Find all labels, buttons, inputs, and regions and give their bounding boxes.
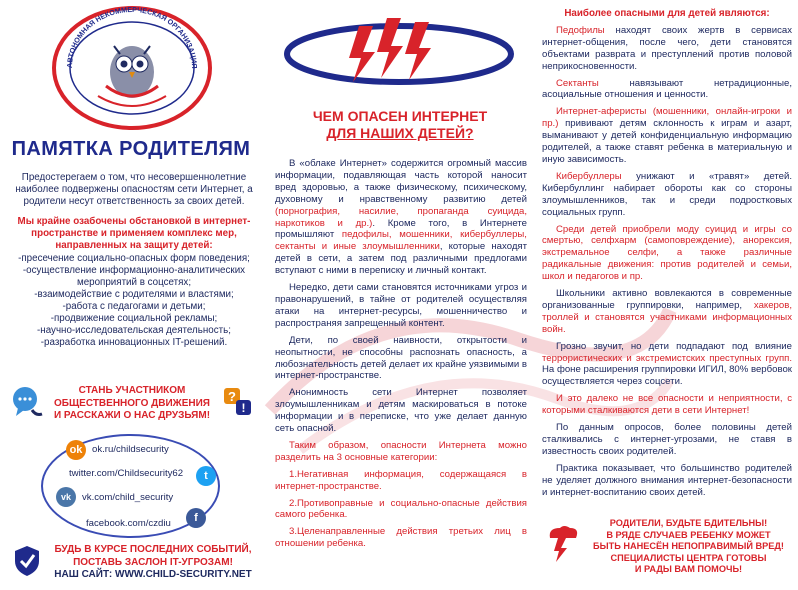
logo-arc-text: АВТОНОМНАЯ НЕКОММЕРЧЕСКАЯ ОРГАНИЗАЦИЯ: [64, 6, 200, 69]
paragraph-cyberbullies: [542, 171, 792, 219]
social-link-ok[interactable]: ok.ru/childsecurity: [92, 444, 169, 455]
p1-text: В «облаке Интернет» содержится огромный массив информации, подавляющая часть которой наносит вред здоровью, а также физическому, психическому, духовному и нравственному развитию детей: [275, 158, 527, 205]
dangers-list: [542, 8, 792, 504]
list-item: -осуществление информационно-аналитических мероприятий в соцсетях;: [22, 265, 246, 289]
logo: [36, 6, 228, 130]
concern-text: Мы крайне озабочены обстановкой в интернет-пространстве и применяем комплекс мер, направленных на защиту детей:: [17, 215, 251, 251]
warning-line-4: СПЕЦИАЛИСТЫ ЦЕНТРА ГОТОВЫ: [610, 552, 767, 563]
footer-line-1: БУДЬ В КУРСЕ ПОСЛЕДНИХ СОБЫТИЙ,: [54, 544, 252, 555]
danger-term: Интернет-аферисты (мошенники, онлайн-игроки и пр.): [542, 106, 792, 130]
right-column: [538, 0, 795, 590]
footer-slogan: [46, 544, 260, 582]
danger-desc: прививают детям склонность к играм и азарт, выманивают у детей конфиденциальную информацию родителей, а также ставят ребенка в материальную и иную зависимость.: [542, 118, 792, 165]
website-link[interactable]: НАШ САЙТ: WWW.CHILD-SECURITY.NET: [54, 569, 252, 580]
paragraph-terrorism: [542, 341, 792, 389]
list-item: -пресечение социально-опасных форм поведения;: [18, 253, 250, 265]
warning-callout: [586, 518, 791, 576]
list-item: -продвижение социальной рекламы;: [50, 313, 218, 325]
left-column: [0, 0, 262, 590]
paragraph-red-text: террористических и экстремистских преступных групп.: [542, 352, 792, 364]
category-item-1: 1.Негативная информация, содержащаяся в интернет-пространстве.: [275, 468, 527, 492]
vk-icon[interactable]: vk: [56, 487, 76, 507]
paragraph-2: Нередко, дети сами становятся источниками угроз и правонарушений, в тайне от родителей осуществляя атаки на интернет-ресурсы, мошенничество и распространяя запрещенный контент.: [275, 282, 527, 329]
paragraph-pedophiles: [542, 25, 792, 73]
paragraph-sects: [542, 78, 792, 102]
list-item: -научно-исследовательская деятельность;: [37, 325, 231, 337]
paragraph-hackers: [542, 288, 792, 336]
danger-term: Сектанты: [556, 77, 599, 89]
danger-term: Кибербуллеры: [556, 170, 622, 182]
middle-column: [267, 0, 533, 590]
paragraph-text: Школьники активно вовлекаются в современные организованные группировки, например,: [542, 288, 792, 311]
shield-check-icon: [12, 544, 42, 578]
danger-desc: находят своих жертв в сервисах интернет-общения, после чего, дети становятся объектами разврата и преступлений против половой неприкосновенности.: [542, 24, 792, 72]
list-item: -взаимодействие с родителями и властями;: [34, 289, 234, 301]
warning-line-1: РОДИТЕЛИ, БУДЬТЕ БДИТЕЛЬНЫ!: [609, 518, 768, 528]
dangers-heading: Наиболее опасными для детей являются:: [564, 8, 770, 19]
facebook-icon[interactable]: f: [186, 508, 206, 528]
warning-line-5: И РАДЫ ВАМ ПОМОЧЬ!: [634, 564, 743, 575]
social-link-twitter[interactable]: twitter.com/Childsecurity62: [69, 468, 184, 479]
list-item: -разработка инновационных IT-решений.: [40, 337, 228, 349]
article-body: [275, 158, 527, 555]
p1-text-2: . Кроме того, в Интернете промышляют: [275, 217, 527, 241]
p1-text-3: , которые находят детей в сети, а затем под различными предлогами вступают с ними в переписку и личный контакт.: [275, 241, 528, 277]
warning-line-3: БЫТЬ НАНЕСЁН НЕПОПРАВИМЫЙ ВРЕД!: [593, 541, 784, 552]
paragraph-text-2: На фоне расширения группировки ИГИЛ, 80% вербовок осуществляется через соцсети.: [542, 364, 792, 388]
intro-text: Предостерегаем о том, что несовершеннолетние наиболее подвержены опасностям сети Интернет, а родители несут ответственность за своих детей.: [15, 172, 253, 207]
category-item-2: 2.Противоправные и социально-опасные действия самого ребенка.: [275, 497, 527, 521]
footer-line-2: ПОСТАВЬ ЗАСЛОН IT-УГРОЗАМ!: [73, 556, 233, 568]
odnoklassniki-icon[interactable]: ok: [66, 440, 86, 460]
logo-emblem: [36, 6, 228, 130]
social-link-facebook[interactable]: facebook.com/czdiu: [86, 518, 171, 529]
cta-text: СТАНЬ УЧАСТНИКОМ ОБЩЕСТВЕННОГО ДВИЖЕНИЯ И РАССКАЖИ О НАС ДРУЗЬЯМ!: [53, 385, 211, 421]
paragraph-5: Таким образом, опасности Интернета можно разделить на 3 основные категории:: [275, 439, 527, 463]
p1-red-text-2: педофилы, мошенники, кибербуллеры, сектанты и иные злоумышленники: [275, 229, 527, 253]
measures-list: [10, 253, 258, 349]
chat-bubbles-icon: [12, 386, 46, 420]
paragraph-3: Дети, по своей наивности, открытости и неопытности, не способны распознать опасность, а любознательность детей делает их крайне уязвимыми в интернет-пространстве.: [275, 334, 527, 382]
list-item: -работа с педагогами и детьми;: [62, 301, 206, 313]
social-link-vk[interactable]: vk.com/child_security: [82, 492, 174, 503]
paragraph-red-text: хакеров, троллей и становятся участниками информационных войн.: [542, 299, 792, 335]
danger-term: Педофилы: [556, 24, 605, 36]
svg-text:?: ?: [228, 389, 236, 404]
svg-text:!: !: [241, 401, 246, 415]
paragraph-4: Анонимность сети Интернет позволяет злоумышленникам и детям маскироваться в потоке информации и в переписке, что уже делает данную сеть опасной.: [275, 387, 527, 435]
warning-signs-banner: [283, 8, 515, 94]
paragraph-suicide-trends: Среди детей приобрели моду суицид и игры со смертью, селфхарм (самоповреждение), анорексия, экстремальное селфи, а также различные радикальные движения: против родителей и семьи, школ и педагогов и пр.: [542, 223, 792, 283]
page-title: ПАМЯТКА РОДИТЕЛЯМ: [11, 138, 251, 160]
paragraph-practice: Практика показывает, что большинство родителей не уделяет должного внимания интернет-безопасности и интернет-воспитанию своих детей.: [542, 462, 792, 498]
warning-line-2: В РЯДЕ СЛУЧАЕВ РЕБЕНКУ МОЖЕТ: [606, 529, 771, 540]
danger-desc: навязывают нетрадиционные, асоциальные отношения и ценности.: [542, 77, 792, 101]
twitter-icon[interactable]: t: [196, 466, 216, 486]
paragraph-1: [275, 158, 527, 277]
article-title-line-1: ЧЕМ ОПАСЕН ИНТЕРНЕТ: [312, 108, 488, 124]
paragraph-text: Грозно звучит, но дети подпадают под влияние: [556, 340, 792, 352]
category-item-3: 3.Целенаправленные действия третьих лиц в отношении ребенка.: [275, 526, 527, 550]
lightning-alert-icon: [542, 524, 582, 564]
article-title: [267, 108, 533, 142]
paragraph-not-all: И это далеко не все опасности и неприятности, с которыми сталкиваются дети в сети Интернет!: [542, 393, 792, 417]
paragraph-scammers: [542, 106, 792, 166]
article-title-line-2: ДЛЯ НАШИХ ДЕТЕЙ?: [326, 125, 474, 141]
question-alert-icon: [222, 386, 254, 420]
paragraph-survey: По данным опросов, более половины детей сталкивались с интернет-угрозами, не ставя в известность своих родителей.: [542, 422, 792, 457]
danger-desc: унижают и «травят» детей. Кибербуллинг набирает обороты как со стороны злоумышленников, так и среди подростковых социальных групп.: [542, 170, 792, 218]
p1-red-text: (порнография, насилие, пропаганда суицида, наркотиков и др.): [275, 205, 527, 229]
